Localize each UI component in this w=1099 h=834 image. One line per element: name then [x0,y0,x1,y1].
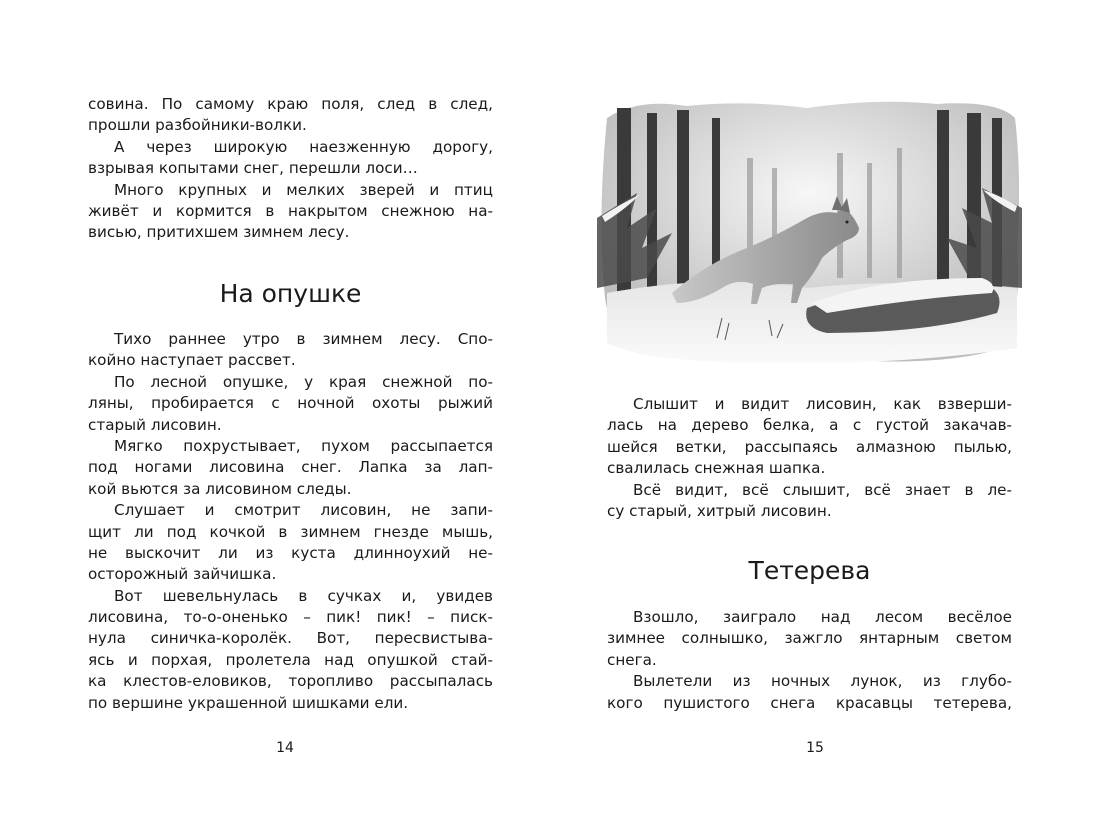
text-line: осторожный зайчишка. [88,565,277,584]
chapter-body [607,607,1012,714]
fox-illustration [597,98,1022,366]
text-line: Много крупных и мелких зверей и птиц [114,180,493,199]
text-line: щит ли под кочкой в зимнем гнезде мышь, [88,522,493,541]
text-line: А через широкую наезженную дорогу, [114,137,493,156]
left-page [0,0,549,834]
text-line: Слушает и смотрит лисовин, не запи- [114,501,493,520]
text-line: снега. [607,650,657,669]
text-line: койно наступает рассвет. [88,351,296,370]
text-line: живёт и кормится в накрытом снежною на- [88,201,493,220]
text-line: по вершине украшенной шишками ели. [88,693,409,712]
text-line: лась на дерево белка, а с густой закачав- [607,416,1012,435]
text-line: нула синичка-королёк. Вот, пересвистыва- [88,629,493,648]
text-line: не выскочит ли из куста длинноухий не- [88,543,493,562]
text-line: висью, притихшем зимнем лесу. [88,223,350,242]
page-number: 14 [276,740,294,756]
fox-paragraph [607,394,1012,522]
top-paragraph [88,94,493,244]
text-line: свалилась снежная шапка. [607,459,826,478]
text-line: совина. По самому краю поля, след в след, [88,95,493,113]
text-line: Взошло, заиграло над лесом весёлое [633,608,1012,626]
text-line: взрывая копытами снег, перешли лоси… [88,159,418,178]
text-line: кой вьются за лисовином следы. [88,479,352,498]
text-line: ясь и порхая, пролетела над опушкой стай- [88,650,493,669]
text-line: прошли разбойники-волки. [88,116,307,135]
text-line: По лесной опушке, у края снежной по- [114,372,493,391]
text-line: под ногами лисовина снег. Лапка за лап- [88,458,493,477]
text-line: лисовина, то-о-оненько – пик! пик! – писк- [88,608,493,627]
text-line: старый лисовин. [88,415,222,434]
chapter-body [88,329,493,714]
text-line: Тихо раннее утро в зимнем лесу. Спо- [114,330,493,348]
text-line: зимнее солнышко, зажгло янтарным светом [607,629,1012,648]
right-page [549,0,1099,834]
chapter-title: Тетерева [748,556,871,585]
text-line: Слышит и видит лисовин, как взверши- [633,395,1012,413]
page-number: 15 [806,740,824,756]
text-line: кого пушистого снега красавцы тетерева, [607,693,1012,712]
text-line: Вылетели из ночных лунок, из глубо- [633,672,1012,691]
text-line: су старый, хитрый лисовин. [607,501,832,520]
text-line: ляны, пробирается с ночной охоты рыжий [88,394,493,413]
chapter-title: На опушке [219,279,362,308]
text-line: Мягко похрустывает, пухом рассыпается [114,436,493,455]
text-line: шейся ветки, рассыпаясь алмазною пылью, [607,437,1012,456]
text-line: ка клестов-еловиков, торопливо рассыпалась [88,672,493,691]
text-line: Всё видит, всё слышит, всё знает в ле- [633,480,1012,499]
text-line: Вот шевельнулась в сучках и, увидев [114,586,493,605]
